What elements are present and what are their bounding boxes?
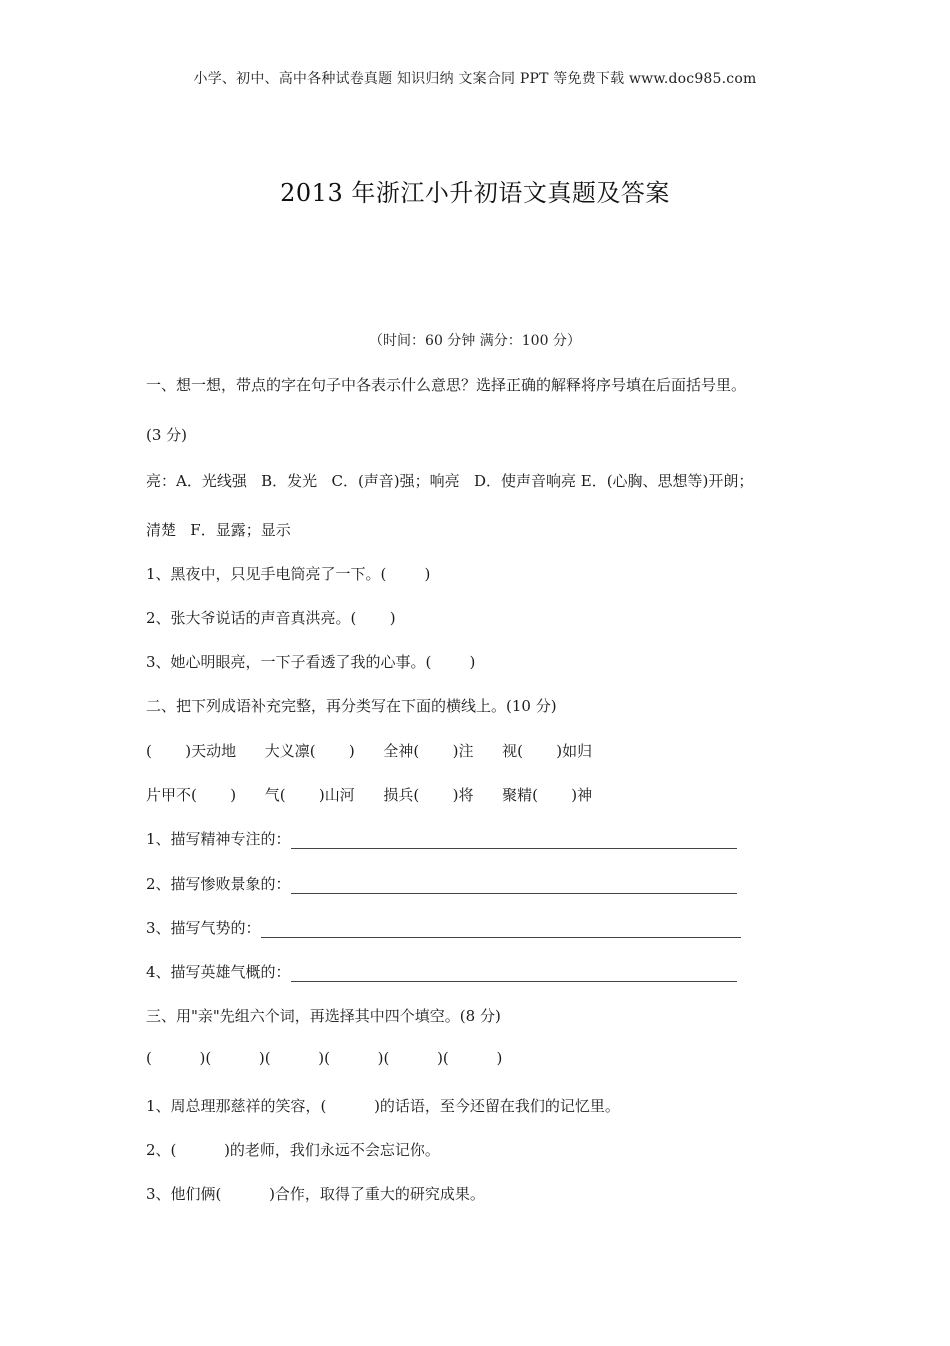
page-header-banner: 小学、初中、高中各种试卷真题 知识归纳 文案合同 PPT 等免费下载 www.doc985.com: [193, 71, 757, 87]
answer-blank-line[interactable]: [291, 834, 737, 849]
section3-word-blanks: ( )( )( )( )( )( ): [146, 1049, 503, 1067]
section3-heading: 三、用"亲"先组六个词，再选择其中四个填空。(8 分): [146, 1007, 501, 1025]
section1-question-2: 2、张大爷说话的声音真洪亮。( ): [146, 609, 396, 627]
section2-category-3: [146, 917, 741, 938]
section1-question-3: 3、她心明眼亮，一下子看透了我的心事。( ): [146, 653, 476, 671]
section3-question-3: 3、他们俩( )合作，取得了重大的研究成果。: [146, 1185, 485, 1203]
section2-category-2: [146, 873, 737, 894]
answer-blank-line[interactable]: [261, 923, 741, 938]
category-label: 4、描写英雄气概的：: [146, 963, 291, 981]
section1-heading: 一、想一想，带点的字在句子中各表示什么意思？选择正确的解释将序号填在后面括号里。: [146, 376, 747, 394]
section2-heading: 二、把下列成语补充完整，再分类写在下面的横线上。(10 分): [146, 697, 557, 715]
section1-options-line1: 亮：A．光线强 B．发光 C．(声音)强；响亮 D．使声音响亮 E．(心胸、思想等)开朗；: [146, 472, 754, 490]
section1-question-1: 1、黑夜中，只见手电筒亮了一下。( ): [146, 565, 431, 583]
answer-blank-line[interactable]: [291, 879, 737, 894]
section1-score: (3 分): [146, 426, 188, 444]
category-label: 2、描写惨败景象的：: [146, 875, 291, 893]
section3-question-1: 1、周总理那慈祥的笑容，( )的话语，至今还留在我们的记忆里。: [146, 1097, 620, 1115]
exam-time-and-score: （时间：60 分钟 满分：100 分）: [369, 333, 581, 349]
answer-blank-line[interactable]: [291, 967, 737, 982]
section2-category-4: [146, 961, 737, 982]
section3-question-2: 2、( )的老师，我们永远不会忘记你。: [146, 1141, 440, 1159]
section2-idioms-row-1: ( )天动地 大义凛( ) 全神( )注 视( )如归: [146, 742, 593, 760]
section2-idioms-row-2: 片甲不( ) 气( )山河 损兵( )将 聚精( )神: [146, 786, 593, 804]
section1-options-line2: 清楚 F．显露；显示: [146, 521, 291, 539]
category-label: 1、描写精神专注的：: [146, 830, 291, 848]
category-label: 3、描写气势的：: [146, 919, 261, 937]
section2-category-1: [146, 828, 737, 849]
document-title: 2013 年浙江小升初语文真题及答案: [280, 179, 670, 207]
